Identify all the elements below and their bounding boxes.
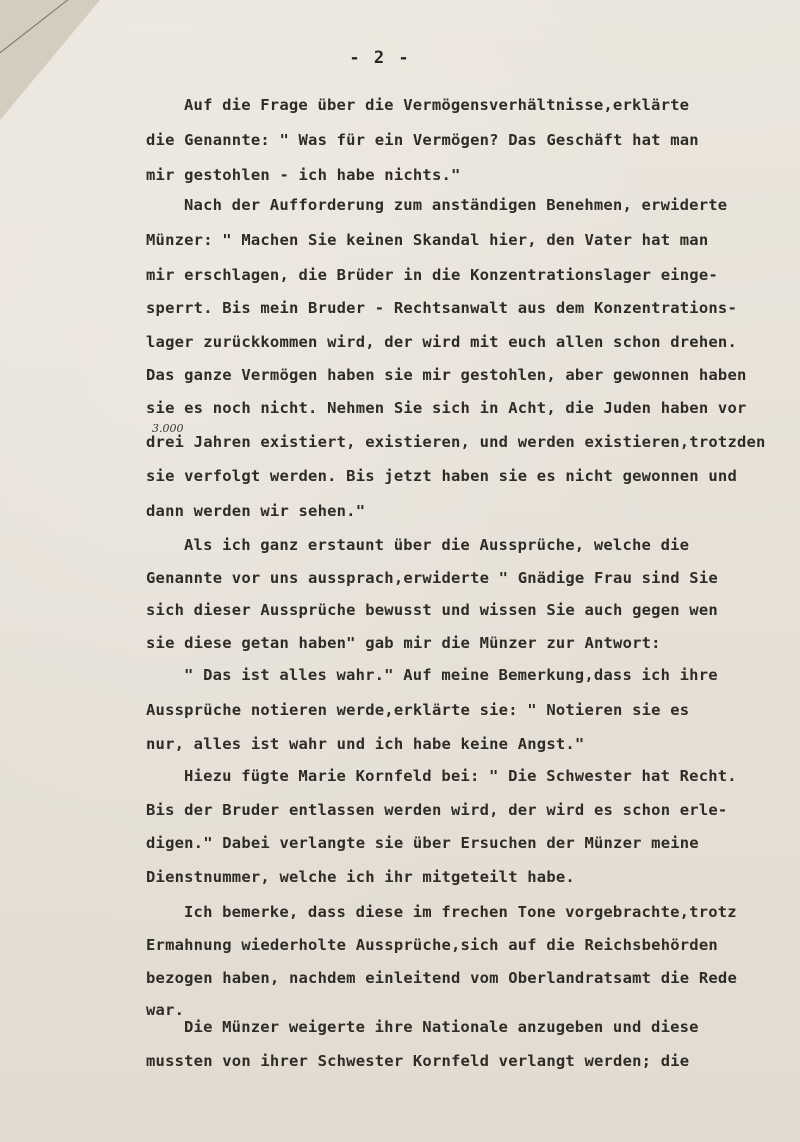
text-line: drei Jahren existiert, existieren, und werden existieren,trotzden [146,433,766,451]
text-line: sie verfolgt werden. Bis jetzt haben sie es nicht gewonnen und [146,467,737,485]
text-line: mir erschlagen, die Brüder in die Konzentrationslager einge- [146,266,718,284]
text-line: " Das ist alles wahr." Auf meine Bemerkung,dass ich ihre [184,666,718,684]
text-line: lager zurückkommen wird, der wird mit euch allen schon drehen. [146,333,737,351]
text-line: Ich bemerke, dass diese im frechen Tone vorgebrachte,trotz [184,903,737,921]
text-line: sie diese getan haben" gab mir die Münzer zur Antwort: [146,634,661,652]
text-line: mir gestohlen - ich habe nichts." [146,166,461,184]
text-line: Münzer: " Machen Sie keinen Skandal hier, den Vater hat man [146,231,709,249]
text-line: nur, alles ist wahr und ich habe keine Angst." [146,735,585,753]
text-line: dann werden wir sehen." [146,502,366,520]
folded-corner [0,0,100,120]
handwritten-correction: 3.000 [152,422,184,435]
text-line: Auf die Frage über die Vermögensverhältnisse,erklärte [184,96,690,114]
text-line: bezogen haben, nachdem einleitend vom Oberlandratsamt die Rede [146,969,737,987]
text-line: Die Münzer weigerte ihre Nationale anzugeben und diese [184,1018,699,1036]
text-line: Dienstnummer, welche ich ihr mitgeteilt habe. [146,868,575,886]
text-line: Hiezu fügte Marie Kornfeld bei: " Die Schwester hat Recht. [184,767,737,785]
text-line: Bis der Bruder entlassen werden wird, der wird es schon erle- [146,801,728,819]
text-line: Nach der Aufforderung zum anständigen Benehmen, erwiderte [184,196,728,214]
text-line: sich dieser Aussprüche bewusst und wissen Sie auch gegen wen [146,601,718,619]
text-line: die Genannte: " Was für ein Vermögen? Das Geschäft hat man [146,131,699,149]
text-line: mussten von ihrer Schwester Kornfeld verlangt werden; die [146,1052,690,1070]
text-line: sperrt. Bis mein Bruder - Rechtsanwalt aus dem Konzentrations- [146,299,737,317]
page-number: - 2 - [349,48,411,68]
text-line: digen." Dabei verlangte sie über Ersuchen der Münzer meine [146,834,699,852]
text-line: Das ganze Vermögen haben sie mir gestohlen, aber gewonnen haben [146,366,747,384]
text-line: Ermahnung wiederholte Aussprüche,sich auf die Reichsbehörden [146,936,718,954]
text-line: Genannte vor uns aussprach,erwiderte " Gnädige Frau sind Sie [146,569,718,587]
text-line: Als ich ganz erstaunt über die Aussprüche, welche die [184,536,690,554]
text-line: war. [146,1001,185,1019]
text-line: sie es noch nicht. Nehmen Sie sich in Acht, die Juden haben vor [146,399,747,417]
text-line: Aussprüche notieren werde,erklärte sie: " Notieren sie es [146,701,690,719]
